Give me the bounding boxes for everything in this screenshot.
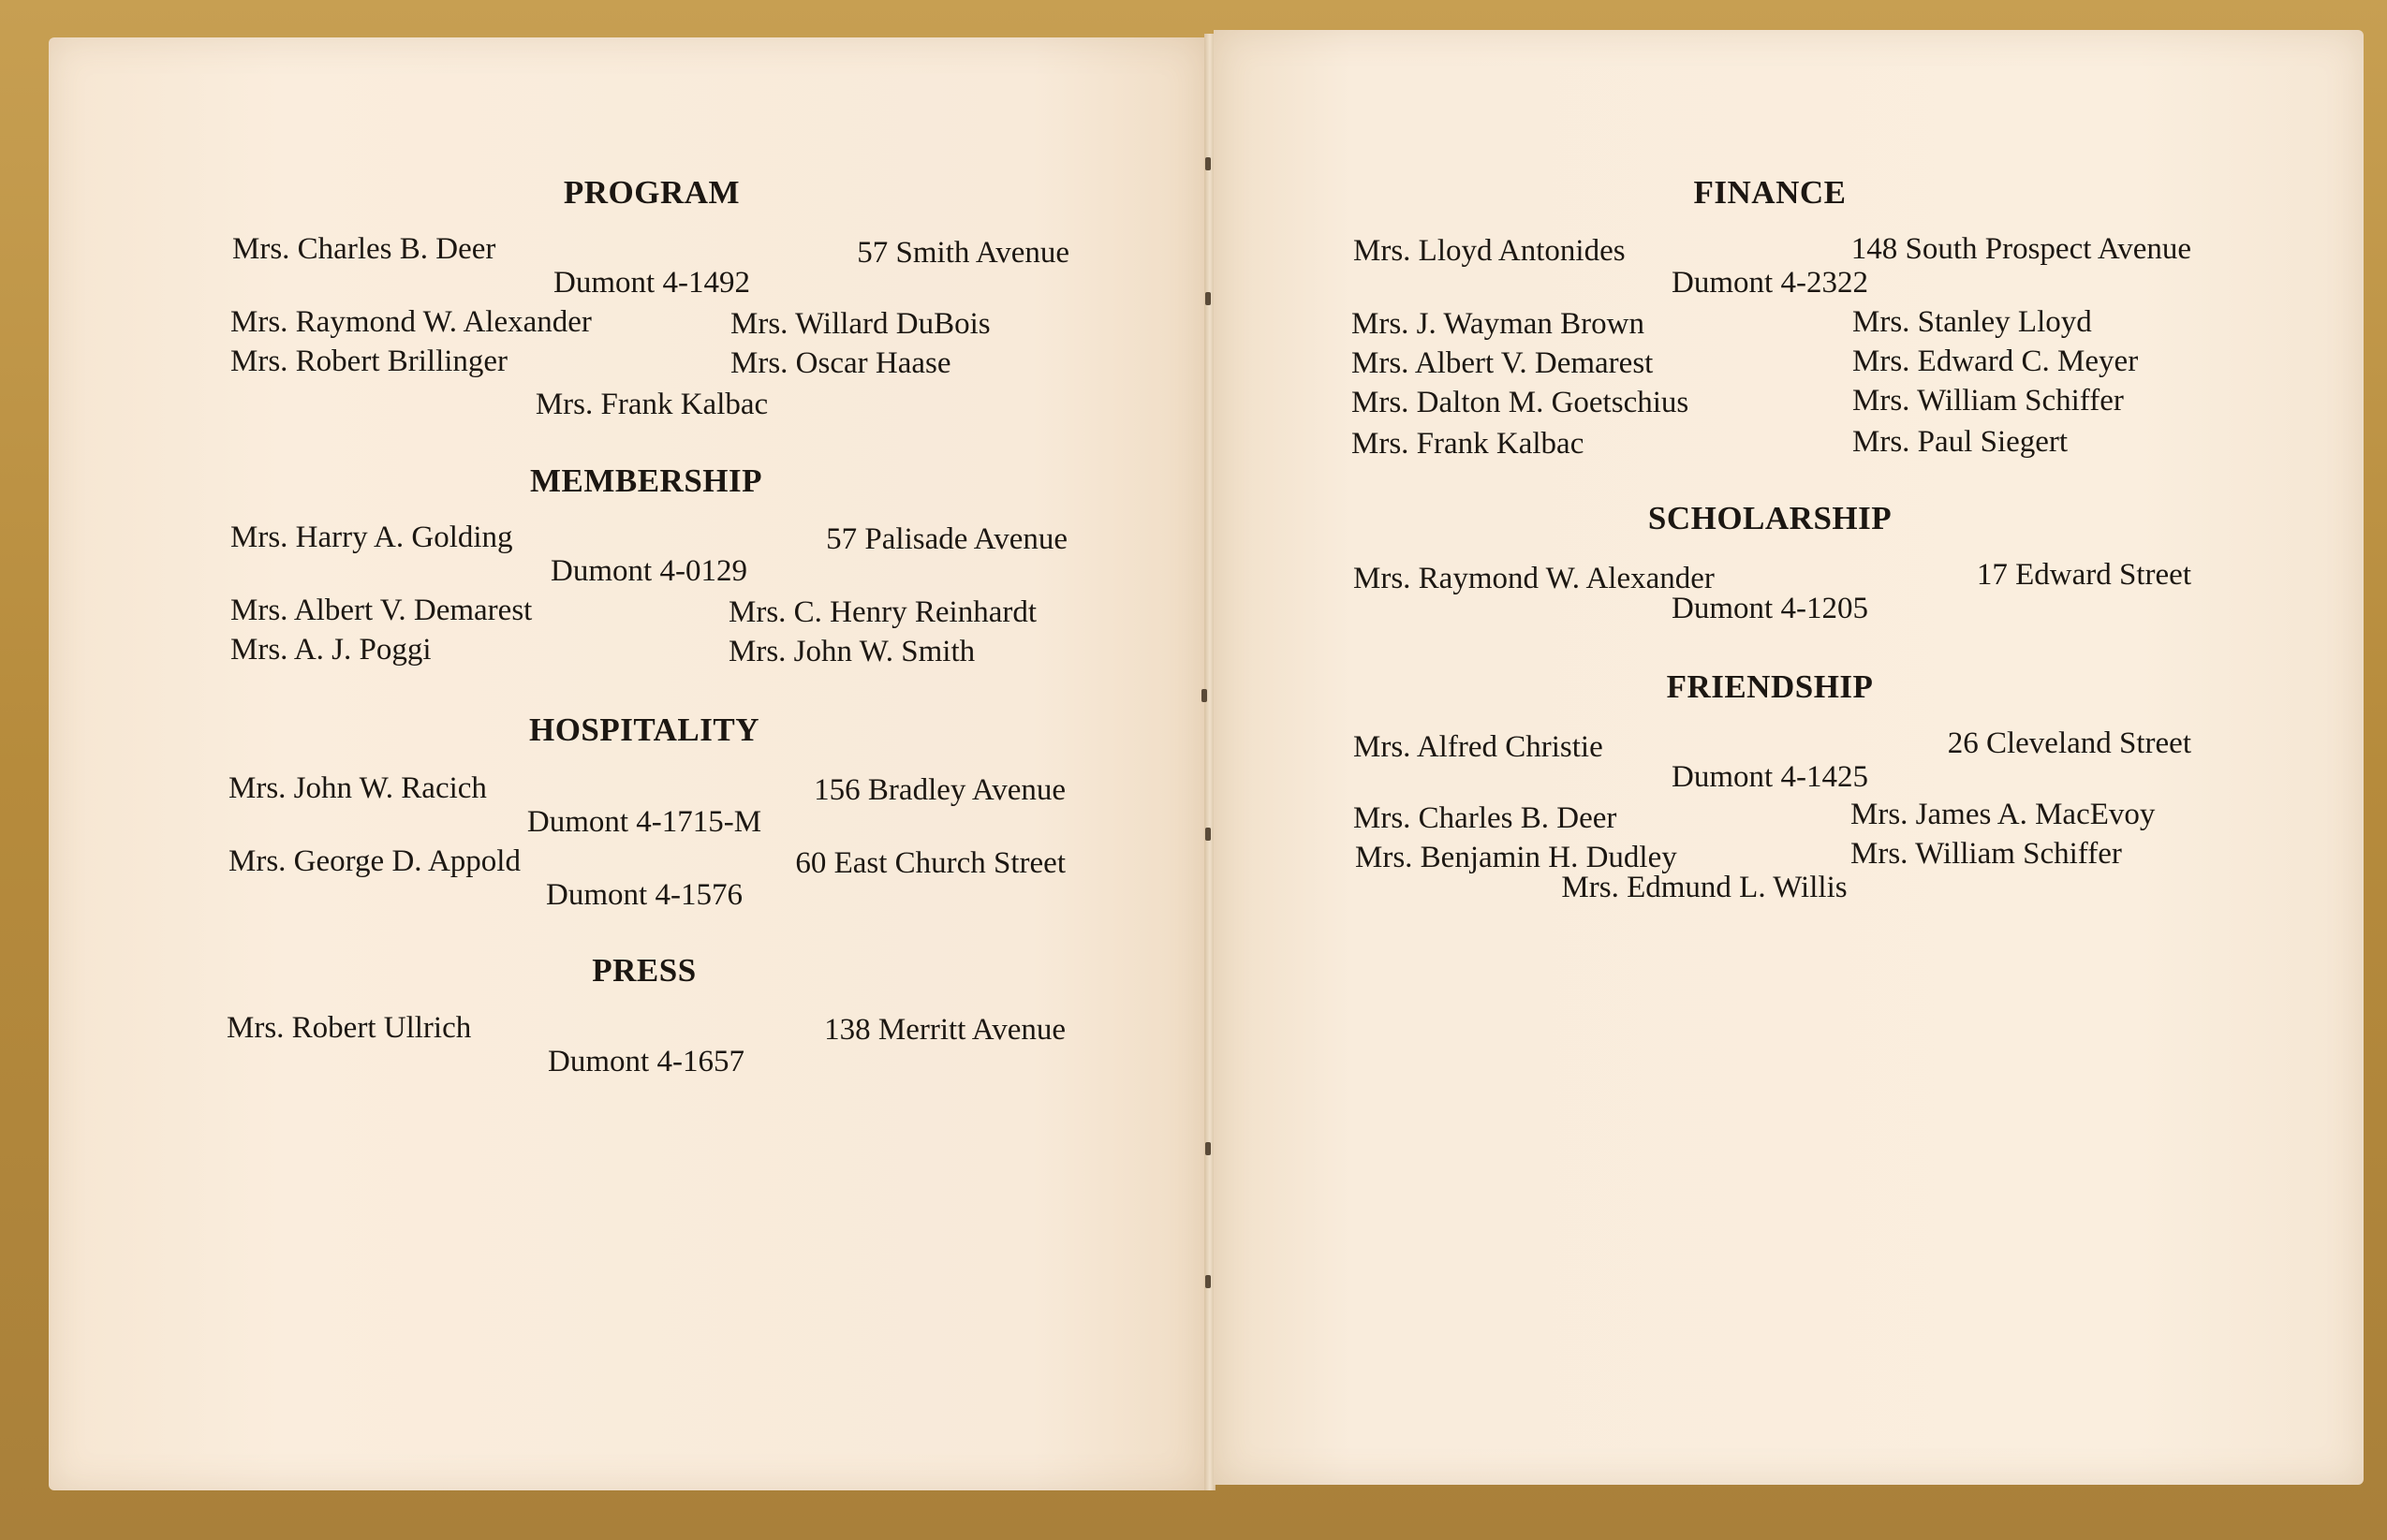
finance-member: Mrs. William Schiffer — [1852, 384, 2124, 418]
spine-stitch — [1205, 1275, 1211, 1288]
hospitality-chair-address: 60 East Church Street — [795, 846, 1066, 880]
press-heading: PRESS — [592, 952, 697, 989]
finance-member: Mrs. Edward C. Meyer — [1852, 345, 2139, 378]
membership-member: Mrs. Albert V. Demarest — [230, 594, 533, 627]
program-chair-address: 57 Smith Avenue — [857, 236, 1069, 270]
hospitality-chair-address: 156 Bradley Avenue — [814, 773, 1066, 807]
membership-member: Mrs. John W. Smith — [729, 635, 976, 668]
scholarship-chair-phone: Dumont 4-1205 — [1672, 592, 1868, 625]
finance-member: Mrs. Albert V. Demarest — [1351, 346, 1654, 380]
friendship-member: Mrs. Charles B. Deer — [1353, 801, 1617, 835]
membership-heading: MEMBERSHIP — [529, 462, 763, 499]
friendship-member: Mrs. Benjamin H. Dudley — [1355, 841, 1677, 874]
spine-stitch — [1205, 157, 1211, 170]
membership-member: Mrs. A. J. Poggi — [230, 633, 432, 667]
program-member: Mrs. Oscar Haase — [730, 346, 951, 380]
membership-chair-address: 57 Palisade Avenue — [826, 522, 1068, 556]
finance-member: Mrs. J. Wayman Brown — [1351, 307, 1644, 341]
program-chair-name: Mrs. Charles B. Deer — [232, 232, 496, 266]
friendship-heading: FRIENDSHIP — [1666, 668, 1874, 705]
scholarship-heading: SCHOLARSHIP — [1647, 500, 1893, 536]
program-member: Mrs. Willard DuBois — [730, 307, 991, 341]
hospitality-chair-phone: Dumont 4-1576 — [546, 878, 743, 912]
program-heading: PROGRAM — [563, 174, 741, 211]
finance-chair-phone: Dumont 4-2322 — [1672, 266, 1868, 300]
program-chair-phone: Dumont 4-1492 — [553, 266, 750, 300]
program-member: Mrs. Robert Brillinger — [230, 345, 508, 378]
finance-heading: FINANCE — [1693, 174, 1847, 211]
membership-member: Mrs. C. Henry Reinhardt — [729, 595, 1038, 629]
press-chair-phone: Dumont 4-1657 — [548, 1045, 744, 1078]
finance-chair-name: Mrs. Lloyd Antonides — [1353, 234, 1626, 268]
finance-member: Mrs. Paul Siegert — [1852, 425, 2069, 459]
spine-stitch — [1205, 828, 1211, 841]
finance-chair-address: 148 South Prospect Avenue — [1850, 232, 2191, 266]
friendship-member: Mrs. William Schiffer — [1850, 837, 2122, 871]
finance-member: Mrs. Dalton M. Goetschius — [1351, 386, 1689, 419]
finance-member: Mrs. Frank Kalbac — [1351, 427, 1584, 461]
hospitality-chair-phone: Dumont 4-1715-M — [526, 805, 762, 839]
friendship-chair-phone: Dumont 4-1425 — [1672, 760, 1868, 794]
press-chair-name: Mrs. Robert Ullrich — [227, 1011, 472, 1045]
membership-chair-phone: Dumont 4-0129 — [551, 554, 747, 588]
spine-stitch — [1205, 1142, 1211, 1155]
friendship-chair-address: 26 Cleveland Street — [1947, 726, 2191, 760]
hospitality-chair-name: Mrs. George D. Appold — [228, 844, 521, 878]
friendship-chair-name: Mrs. Alfred Christie — [1353, 730, 1603, 764]
press-chair-address: 138 Merritt Avenue — [824, 1013, 1066, 1047]
friendship-member: Mrs. James A. MacEvoy — [1850, 798, 2156, 831]
hospitality-heading: HOSPITALITY — [528, 711, 760, 748]
hospitality-chair-name: Mrs. John W. Racich — [228, 771, 487, 805]
scholarship-chair-address: 17 Edward Street — [1976, 558, 2191, 592]
spine-stitch — [1205, 292, 1211, 305]
program-member: Mrs. Frank Kalbac — [535, 388, 769, 421]
friendship-member: Mrs. Edmund L. Willis — [1561, 871, 1848, 904]
program-member: Mrs. Raymond W. Alexander — [230, 305, 592, 339]
membership-chair-name: Mrs. Harry A. Golding — [230, 521, 513, 554]
finance-member: Mrs. Stanley Lloyd — [1852, 305, 2092, 339]
spine-stitch — [1201, 689, 1207, 702]
scholarship-chair-name: Mrs. Raymond W. Alexander — [1353, 562, 1715, 595]
